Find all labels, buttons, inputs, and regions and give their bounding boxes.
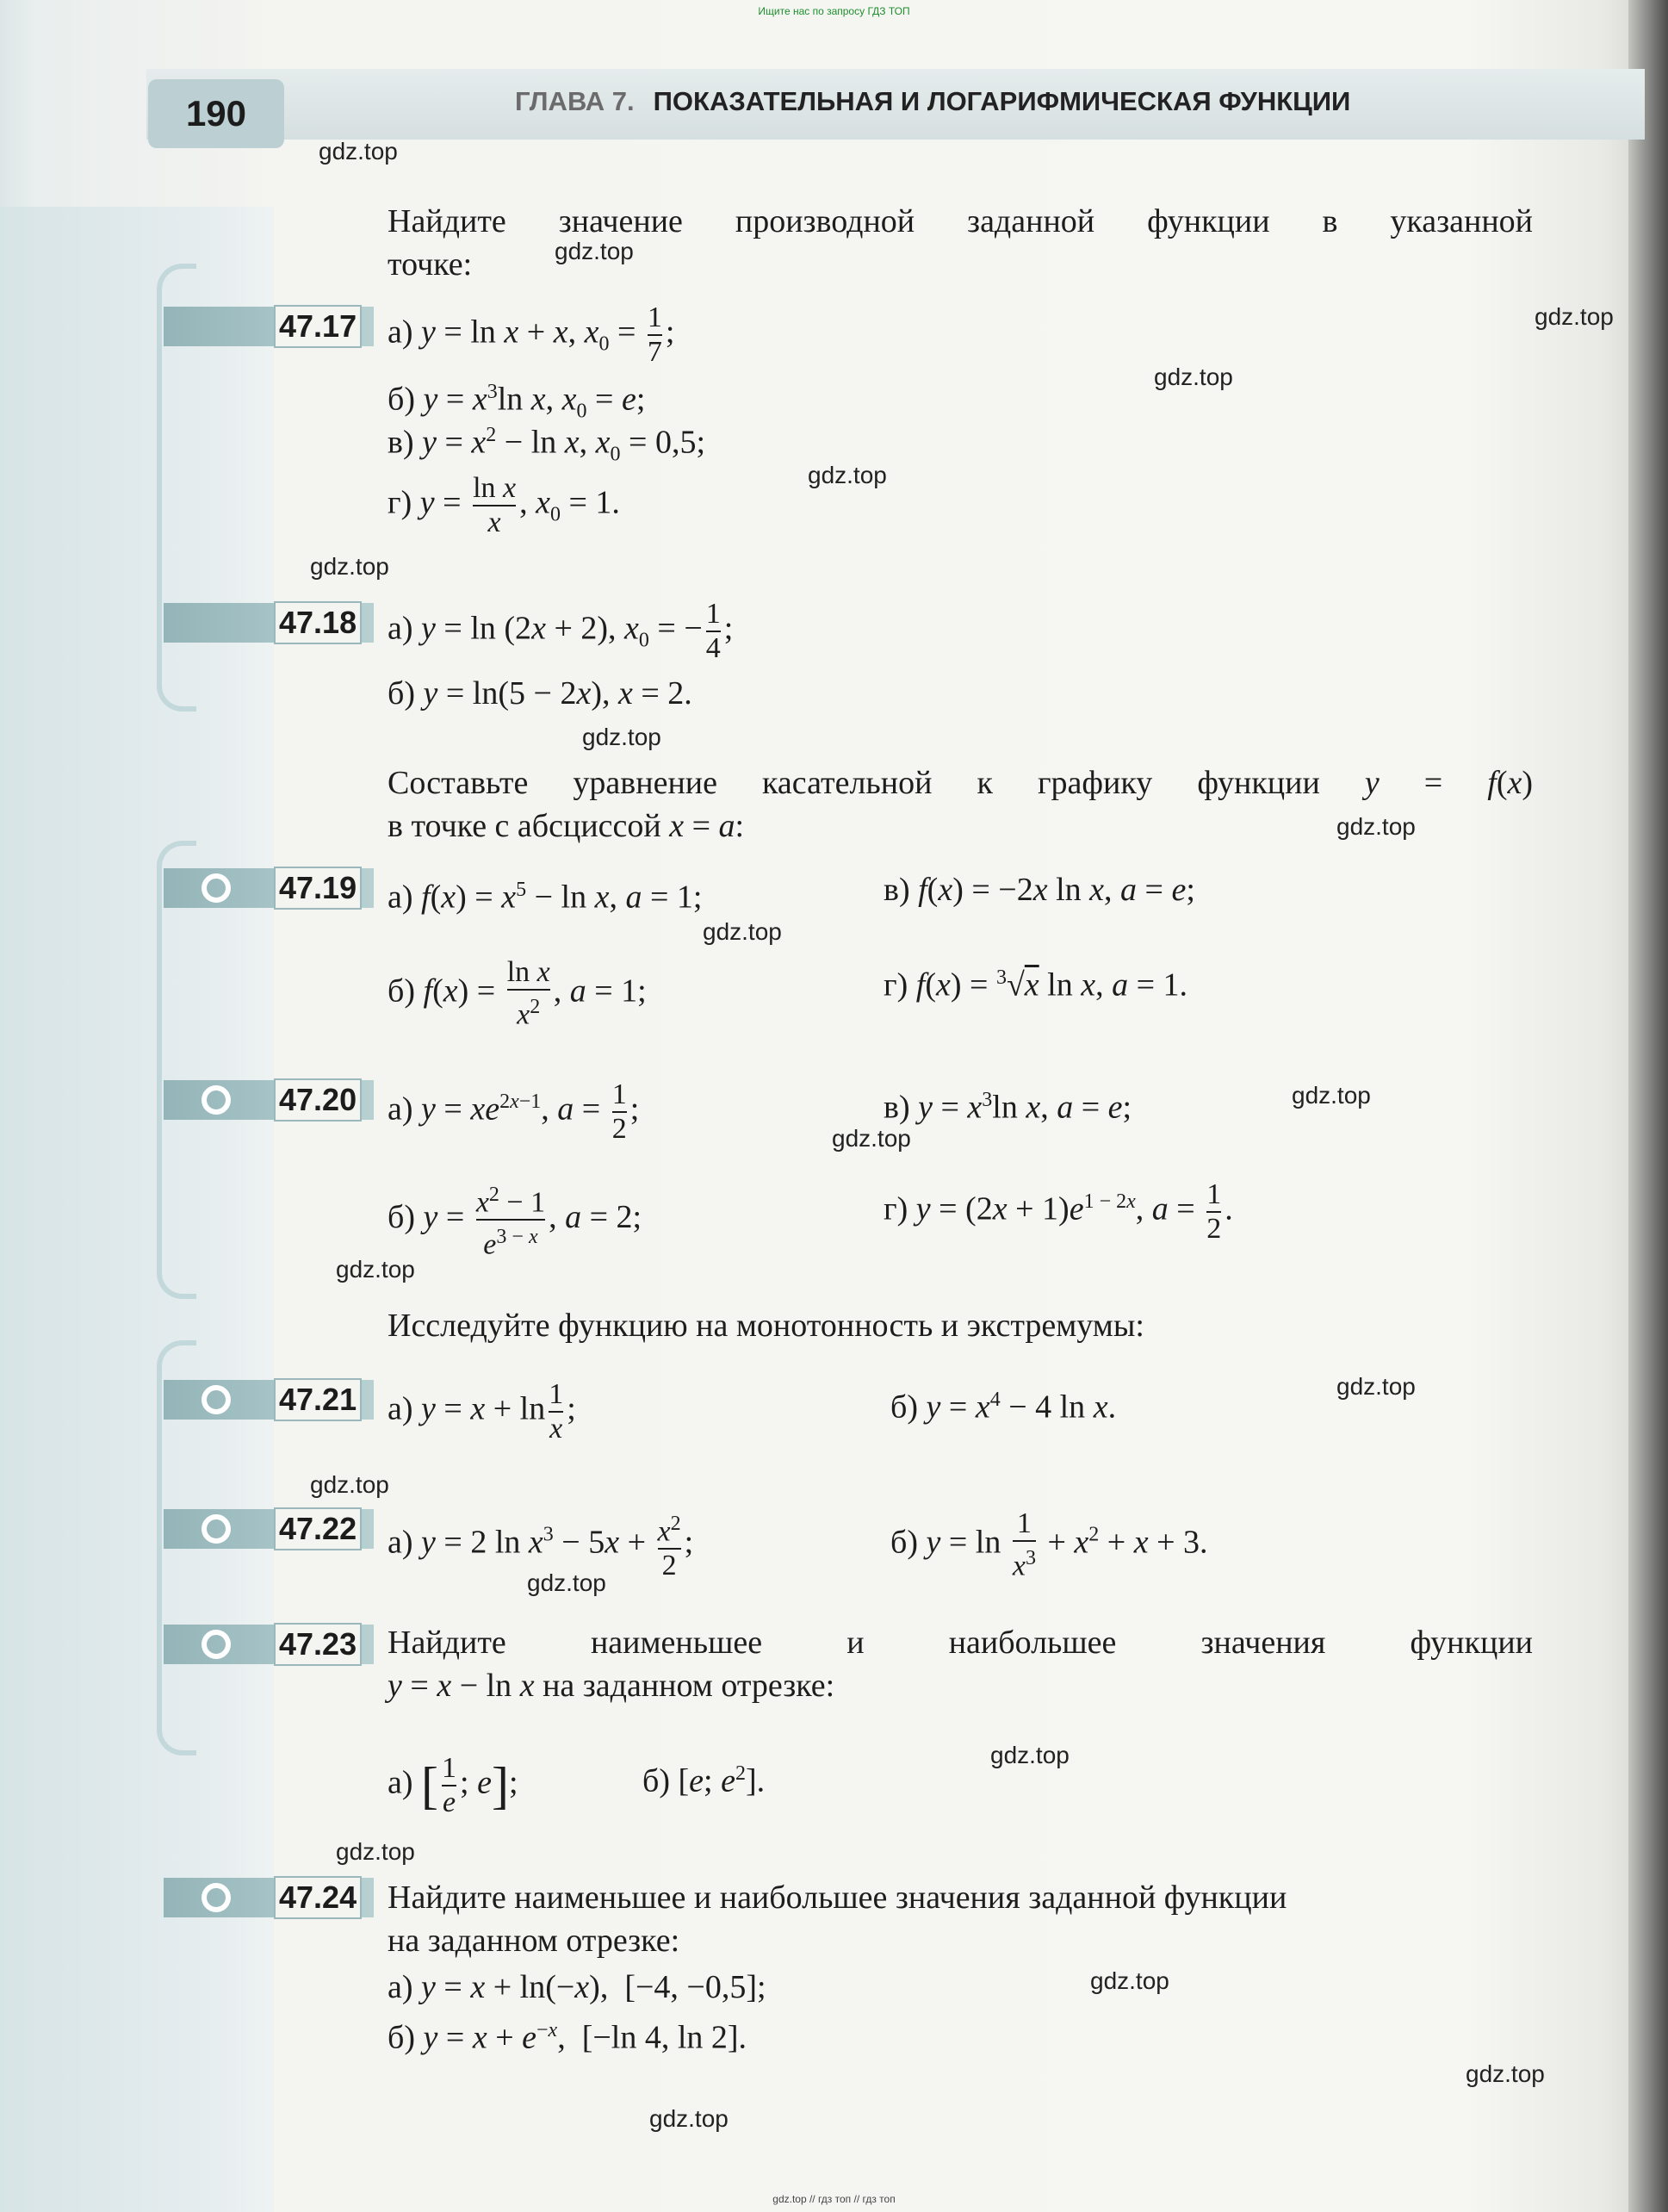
circle-icon (202, 1514, 231, 1544)
problem-item: б) y = ln(5 − 2x), x = 2. (388, 675, 692, 711)
instruction-derivative: Найдите значение производной заданной функции в указанной (388, 203, 1533, 239)
problem-item: б) [e; $e^2$]. (642, 1762, 766, 1799)
problem-item: а) y = x + ln $\frac{1}{x}$ ; (388, 1378, 576, 1445)
watermark: gdz.top (310, 1471, 389, 1498)
problem-text: Найдите наименьшее и наибольшее значения функции (388, 1625, 1533, 1661)
watermark: gdz.top (1535, 303, 1614, 330)
chapter-heading (515, 86, 1350, 117)
problem-number: 47.18 (274, 601, 362, 644)
watermark: gdz.top (1466, 2060, 1545, 2087)
problem-item: в) f(x) = −2x ln x, a = e; (884, 872, 1195, 908)
watermark: gdz.top (1292, 1082, 1371, 1109)
problem-number: 47.17 (274, 305, 362, 348)
watermark: gdz.top (1336, 1373, 1416, 1400)
problem-item: а) $y = xe^{2x-1}$, a = $\frac{1}{2}$ ; (388, 1078, 640, 1145)
problem-item: в) $y = x^3\ln$ x, a = e; (884, 1089, 1132, 1126)
circle-icon (202, 1883, 231, 1912)
watermark: gdz.top (1090, 1967, 1169, 1994)
problem-item: б) y = $\frac{x^2 - 1}{e^{3 - x}}$ , a = 2; (388, 1184, 642, 1261)
problem-item: б) $y = x^4 - 4$ ln x. (890, 1389, 1117, 1426)
page-number: 190 (148, 79, 284, 148)
watermark: gdz.top (310, 553, 389, 580)
problem-text: Найдите наименьшее и наибольшее значения заданной функции (388, 1880, 1287, 1916)
circle-icon (202, 1085, 231, 1115)
watermark: gdz.top (1336, 813, 1416, 840)
problem-text: y = x − ln x на заданном отрезке: (388, 1668, 835, 1704)
instruction-derivative: точке: (388, 246, 473, 283)
problem-number: 47.20 (274, 1078, 362, 1122)
bottom-note: gdz.top // гдз топ // гдз топ (772, 2193, 896, 2205)
watermark: gdz.top (582, 724, 661, 750)
problem-number: 47.24 (274, 1876, 362, 1919)
problem-number: 47.23 (274, 1623, 362, 1666)
watermark: gdz.top (336, 1256, 415, 1283)
watermark: gdz.top (649, 2105, 729, 2132)
problem-number: 47.21 (274, 1378, 362, 1421)
problem-item: б) $y = x + e^{-x}$, [−ln 4, ln 2]. (388, 2019, 747, 2056)
instruction-monotonic: Исследуйте функцию на монотонность и экстремумы: (388, 1308, 1144, 1344)
problem-item: б) $y = x^3\ln$ x, $x_0 = e$; (388, 381, 646, 423)
problem-number: 47.22 (274, 1507, 362, 1550)
problem-item: а) y = x + ln(−x), [−4, −0,5]; (388, 1969, 766, 2005)
watermark: gdz.top (832, 1125, 911, 1152)
circle-icon (202, 1630, 231, 1659)
problem-item: в) $y = x^2 - \ln x$, $x_0 = 0,5$; (388, 424, 706, 466)
group-bracket (157, 841, 196, 1299)
watermark: gdz.top (555, 238, 634, 264)
chapter-label: ГЛАВА 7. (515, 86, 635, 116)
instruction-tangent: в точке с абсциссой x = a: (388, 808, 745, 844)
problem-text: на заданном отрезке: (388, 1923, 680, 1959)
chapter-title: ПОКАЗАТЕЛЬНАЯ И ЛОГАРИФМИЧЕСКАЯ ФУНКЦИИ (653, 86, 1351, 116)
watermark: gdz.top (527, 1569, 606, 1596)
circle-icon (202, 1385, 231, 1414)
problem-item: а) y = 2 $\ln x^3 - 5x$ + $\frac{x^2}{2}$ ; (388, 1513, 694, 1582)
problem-item: а) $f(x) = x^5 - \ln x$, a = 1; (388, 879, 703, 916)
instruction-tangent: Составьте уравнение касательной к графику функции y = f(x) (388, 765, 1533, 801)
watermark: gdz.top (808, 462, 887, 488)
problem-item: а) [ $\frac{1}{e}$ ; e]; (388, 1752, 518, 1818)
book-spine (1628, 0, 1668, 2212)
watermark: gdz.top (336, 1838, 415, 1865)
problem-item: б) f(x) = $\frac{\text{ln x}}{x^2}$ , a = 1; (388, 956, 647, 1031)
problem-item: г) f(x) = $^3$√x ln x, a = 1. (884, 966, 1188, 1003)
watermark: gdz.top (1154, 363, 1233, 390)
circle-icon (202, 873, 231, 903)
watermark: gdz.top (990, 1742, 1070, 1768)
problem-item: б) y = ln $\frac{1}{x^3}$ + $x^2 + x + 3$. (890, 1507, 1208, 1582)
watermark: gdz.top (319, 138, 398, 165)
problem-item: а) y = ln x + x, $x_0$ = $\frac{1}{7}$ ; (388, 301, 675, 368)
watermark: gdz.top (703, 918, 782, 945)
problem-item: а) y = ln (2x + 2), $x_0$ = − $\frac{1}{4}$ ; (388, 598, 734, 664)
problem-item: г) $y = (2x + 1)e^{1 - 2x}$, a = $\frac{1}{2}$ . (884, 1178, 1233, 1245)
problem-number: 47.19 (274, 867, 362, 910)
top-note: Ищите нас по запросу ГДЗ ТОП (758, 5, 910, 17)
problem-item: г) y = $\frac{\text{ln x}}{x}$ , $x_0 = 1$. (388, 472, 620, 538)
